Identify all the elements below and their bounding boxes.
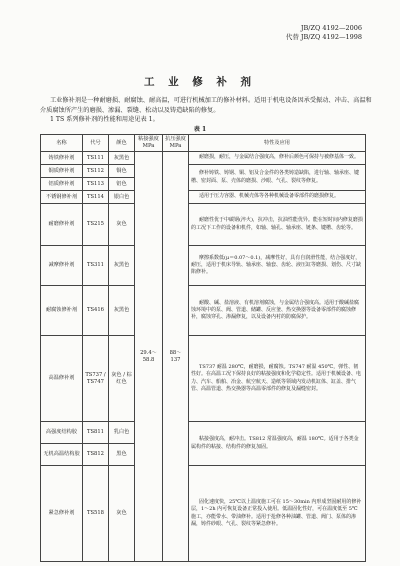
cell-color: 灰色 [109, 204, 135, 246]
cell-color: 灰黑色 [109, 246, 135, 286]
cell-desc: 耐磨性优于中碳钢(淬火)，抗冲击，抗油性能优异。能在短时间内修复磨损的工况下工作的设备和机件，如轴、轴孔、轴承座、链条、键槽、齿轮等。 [189, 204, 366, 246]
cell-desc: 适用于压力容器、机械壳体等各种机械设备零部件的磨损修复。 [189, 191, 366, 204]
cell-code: TS416 [83, 286, 109, 336]
intro-paragraph: 工业修补剂是一种耐磨损、耐腐蚀、耐高温，可进行机械加工的修补材料。适用于机电设备因承受振动、冲击、高温和介质腐蚀所产生的磨损、渗漏、裂缝、松动以及铸造缺陷的修复。 [40, 97, 372, 114]
table-row [41, 152, 366, 165]
cell-desc: 固化速度快，25℃以上温度施工可在 15～30min 内形成坚固耐用的修补层，1～2h 内可恢复设备正常投入使用。低温固化性好，可在温度低至 5℃ 施工，亦能带水、带油修补。适用于抢修各种油罐、管道、阀门、泵体的渗漏，铸件砂眼、气孔、裂纹等紧急修补。 [189, 466, 366, 562]
cell-name: 耐腐蚀修补剂 [41, 286, 83, 336]
cell-color: 乳白色 [109, 422, 135, 444]
table-row [41, 422, 366, 444]
table-header-row [41, 135, 366, 152]
cell-code: TS311 [83, 246, 109, 286]
cell-name: 高强度结构胶 [41, 422, 83, 444]
table-row [41, 165, 366, 178]
table-row [41, 191, 366, 204]
cell-desc: 摩擦系数低(μ＝0.07～0.1)，减摩性好，具有自润滑性能，结合强度好，耐压，适用于机床导轨、轴承座、轴套、齿轮、液压缸等磨损、划伤、尺寸缺陷修补。 [189, 246, 366, 286]
intro-clause: 1 TS 系列修补剂的性能和用途见表 1。 [50, 116, 159, 123]
repair-agent-table [40, 134, 366, 562]
cell-name: 不锈钢修补剂 [41, 191, 83, 204]
cell-color: 灰色 [109, 466, 135, 562]
cell-color: 铝色 [109, 178, 135, 191]
page-title: 工 业 修 补 剂 [143, 76, 257, 88]
cell-color: 灰黑色 [109, 286, 135, 336]
cell-color: 灰色 / 棕红色 [109, 336, 135, 422]
cell-name: 耐磨修补剂 [41, 204, 83, 246]
cell-name: 无机高温结构胶 [41, 444, 83, 466]
cell-color: 铜色 [109, 165, 135, 178]
col-code: 代号 [83, 135, 109, 152]
cell-desc: 耐磨损，耐压，与金属结合强度高，修补后颜色可保持与被修基体一致。 [189, 152, 366, 165]
cell-name: 铸铁修补剂 [41, 152, 83, 165]
cell-desc: 修补铸铁、铸钢、铜、铝及合金件的各类铸造缺陷，进行轴、轴承座、键槽、密封面、泵、壳体的磨损、沙眼、气孔、裂纹等修复。 [189, 165, 366, 191]
cell-color: 灰黑色 [109, 152, 135, 165]
table-caption: 表 1 [193, 126, 207, 133]
cell-code: TS114 [83, 191, 109, 204]
cell-color: 银白色 [109, 191, 135, 204]
cell-name: 紧急修补剂 [41, 466, 83, 562]
cell-code: TS737 / TS747 [83, 336, 109, 422]
cell-code: TS113 [83, 178, 109, 191]
cell-name: 铜质修补剂 [41, 165, 83, 178]
table-row [41, 204, 366, 246]
col-bond: 粘接强度 MPa [135, 135, 163, 152]
cell-code: TS111 [83, 152, 109, 165]
cell-color: 黑色 [109, 444, 135, 466]
cell-code: TS112 [83, 165, 109, 178]
intro-text [40, 96, 372, 125]
col-color: 颜色 [109, 135, 135, 152]
standard-code: JB/ZQ 4192—2006 [300, 24, 362, 32]
replaces-code: 代替 JB/ZQ 4192—1998 [285, 33, 362, 41]
cell-code: TS518 [83, 466, 109, 562]
col-name: 名称 [41, 135, 83, 152]
table-row [41, 246, 366, 286]
cell-name: 高温修补剂 [41, 336, 83, 422]
cell-compressive-strength: 88～137 [163, 152, 189, 562]
cell-desc: TS737 耐温 280℃，耐磨损，耐腐蚀。TS747 耐温 450℃，弹性、韧性好。在高温工况下保持良好的粘接强度和化学稳定性。适用于机械设备、电力、汽车、船舶、冶金、航空航天、造纸等领域内发动机缸体、缸盖、排气管、高温管道、热交换器等高温零部件的修复及漏缝密封。 [189, 336, 366, 422]
cell-desc: 粘接强度高，耐冲击。TS812 常温强度高，耐温 180℃。适用于各类金属构件的粘接、结构件的修复加固。 [189, 422, 366, 466]
col-compress: 抗压强度 MPa [163, 135, 189, 152]
cell-desc: 耐酸、碱、盐溶液、有机溶剂腐蚀，与金属结合强度高。适用于酸碱盐腐蚀环境中的泵、阀、管道、储罐、反应釜、热交换器等设备零部件的腐蚀修补，腐蚀穿孔、渗漏修复，以及设备内衬的防腐保护。 [189, 286, 366, 336]
table-row [41, 336, 366, 422]
cell-code: TS811 [83, 422, 109, 444]
cell-name: 减摩修补剂 [41, 246, 83, 286]
standard-header [286, 24, 362, 42]
cell-bond-strength: 29.4～58.8 [135, 152, 163, 562]
cell-code: TS215 [83, 204, 109, 246]
table-row [41, 286, 366, 336]
cell-name: 铝质修补剂 [41, 178, 83, 191]
table-row [41, 466, 366, 562]
cell-code: TS812 [83, 444, 109, 466]
col-desc: 特性及应用 [189, 135, 366, 152]
